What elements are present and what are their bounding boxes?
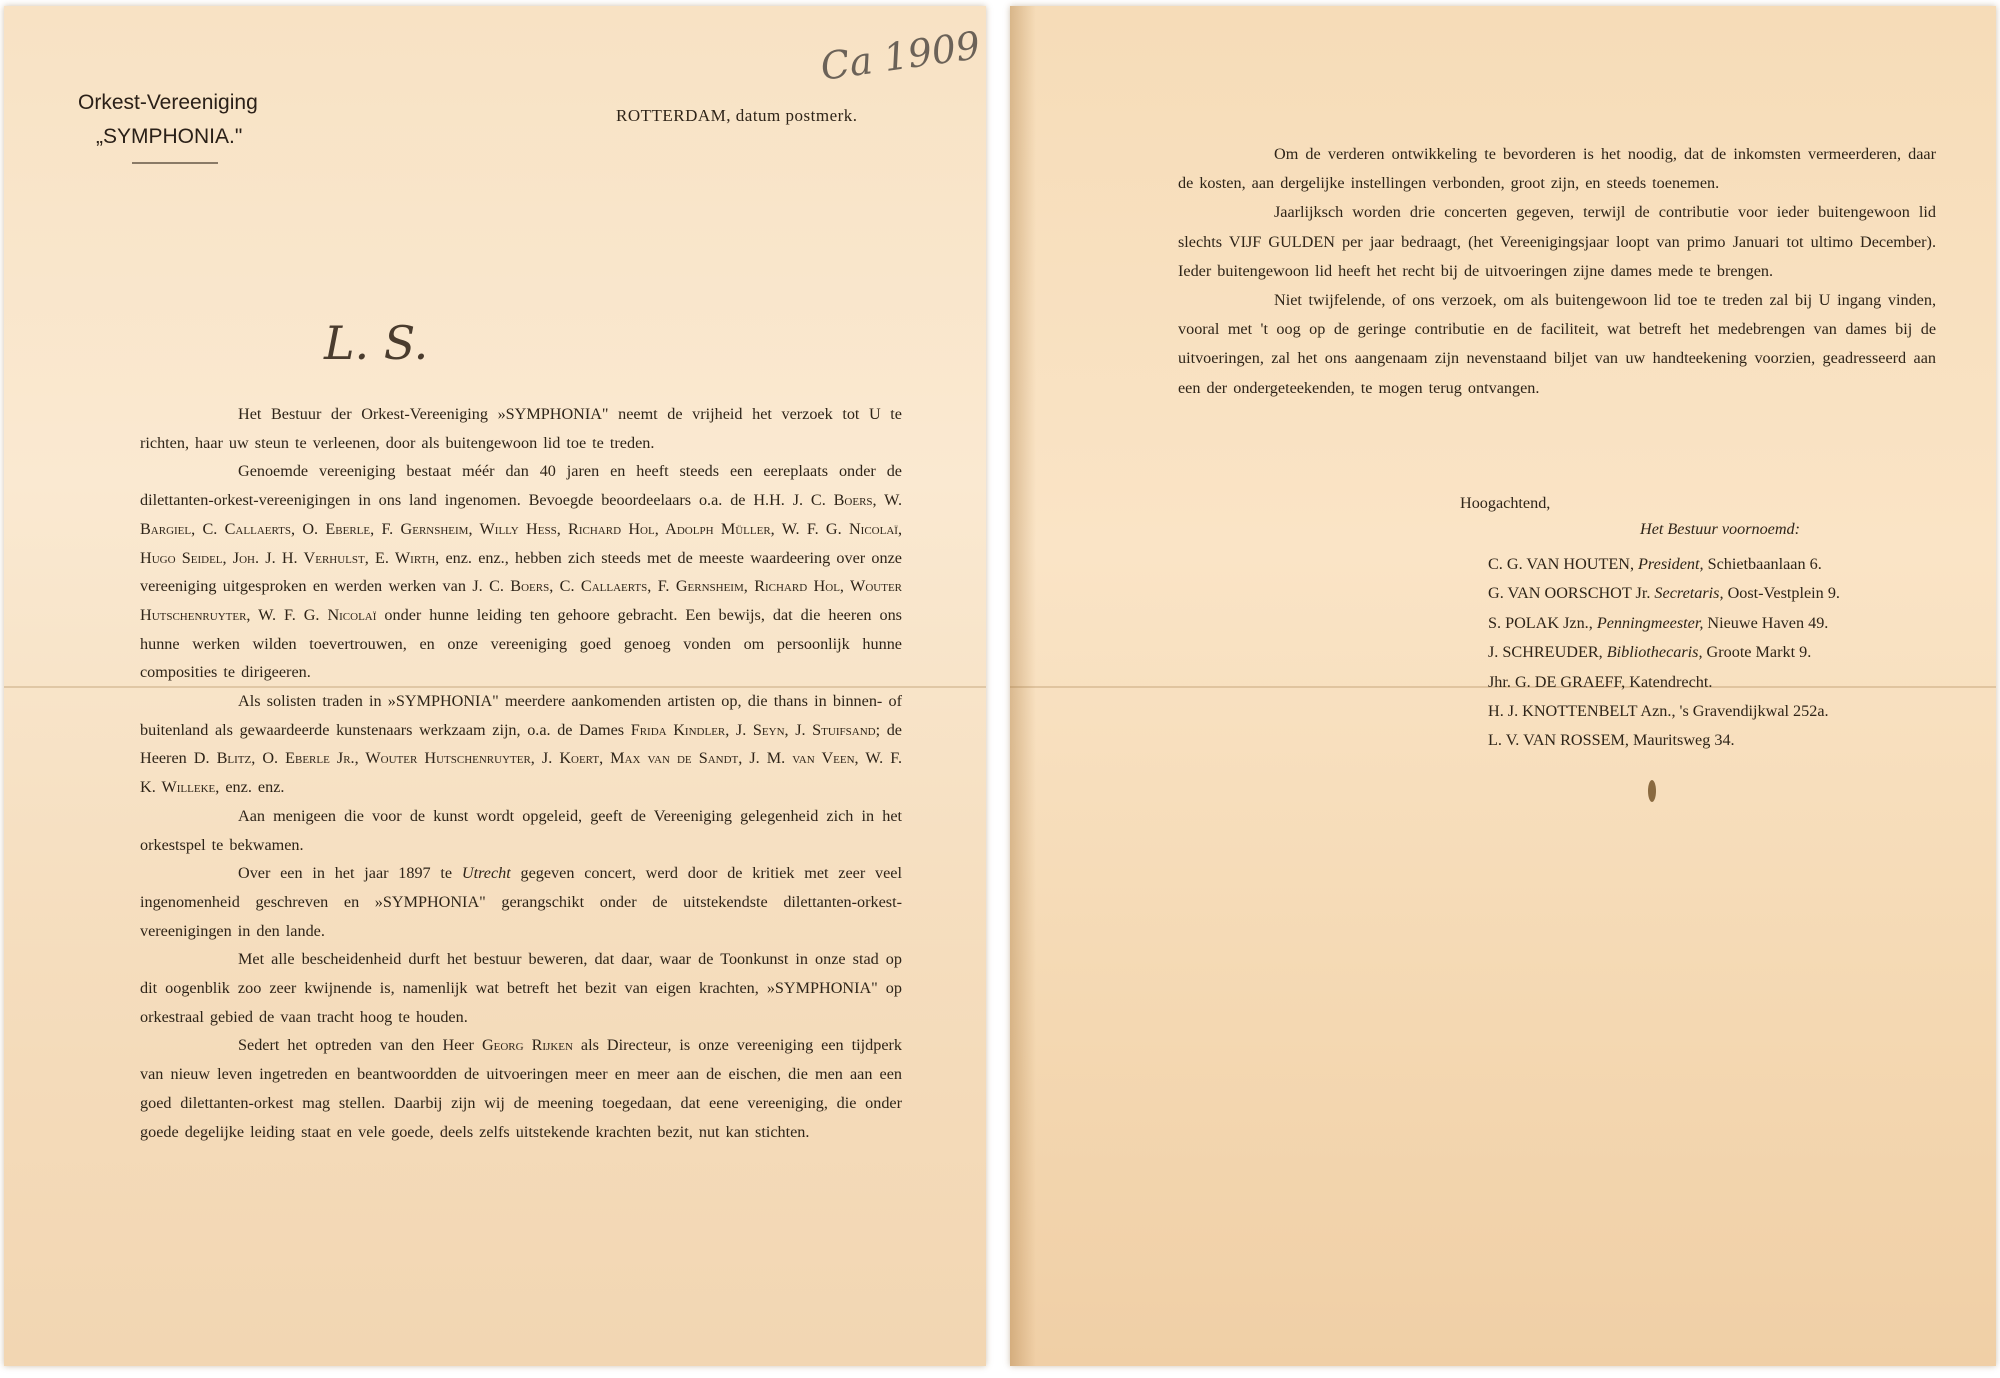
paragraph-9: Jaarlijksch worden drie concerten gegeven, terwijl de contributie voor ieder buitengewoon lid slechts VIJF GULDEN per jaar bedraagt, (het Vereenigingsjaar loopt van primo Januari tot ultimo December). Ieder buitengewoon lid heeft het recht bij de uitvoeringen zijne dames mede te brengen. [1178,203,1936,280]
letter-body [140,400,902,1146]
board-member [1488,638,1840,667]
org-line-1: Orkest-Vereeniging [78,91,258,114]
p7-text-b: als Directeur, is onze vereeniging een tijdperk van nieuw leven ingetreden en beantwoordden de uitvoeringen meer en meer aan de eischen, die men aan een goed dilettanten-orkest mag stellen. Daarbij zijn wij de meening toegedaan, dat eene vereeniging, die onder goede degelijke leiding staat en vele goede, deels zelfs uitstekende krachten bezit, nut kan stichten. [140,1036,902,1141]
p7-text-a: Sedert het optreden van den Heer [238,1036,482,1055]
member-role: Secretaris, [1654,584,1724,603]
ink-stain [1648,780,1656,802]
letter-page-left [4,6,986,1366]
p2-names-2: J. C. Boers, C. Callaerts, F. Gernsheim, Richard Hol, Wouter Hutschenruyter, W. F. G. Nicolaï [140,577,902,624]
member-name: L. V. VAN ROSSEM, [1488,731,1629,750]
member-role: President, [1638,555,1704,573]
board-member [1488,668,1840,697]
member-name: Jhr. G. DE GRAEFF, [1488,672,1626,691]
paragraph-5 [140,859,902,945]
paragraph-8: Om de verderen ontwikkeling te bevorderen is het noodig, dat de inkomsten vermeerderen, daar de kosten, aan dergelijke instellingen verbonden, groot zijn, en steeds toenemen. [1178,145,1936,193]
p2-text-b: enz. enz., hebben zich steeds met de meeste waardeering over onze vereeniging uitgesproken en werden werken van [140,548,902,596]
member-name: C. G. VAN HOUTEN, [1488,555,1634,573]
paragraph-6: Met alle bescheidenheid durft het bestuur beweren, dat daar, waar de Toonkunst in onze stad op dit oogenblik zoo zeer kwijnende is, namenlijk wat betreft het bezit van eigen krachten, »SYMPHONIA" op orkestraal gebied de vaan tracht hoog te houden. [140,950,902,1026]
p2-text-c: onder hunne leiding ten gehoore gebracht. Een bewijs, dat die heeren ons hunne werken wilden toevertrouwen, en onze vereeniging goed genoeg vonden om persoonlijk hunne composities te dirigeeren. [140,605,902,682]
p7-name: Georg Rijken [481,1036,573,1055]
board-member [1488,550,1840,579]
salutation: L. S. [324,316,429,370]
paragraph-10: Niet twijfelende, of ons verzoek, om als buitengewoon lid toe te treden zal bij U ingang vinden, vooral met 't oog op de geringe contributie en de faciliteit, wat betreft het medebrengen van dames bij de uitvoeringen, zal het ons aangenaam zijn nevenstaand biljet van uw handteekening voorzien, geadresseerd aan een der ondergeteekenden, te mogen terug ontvangen. [1178,291,1936,397]
p2-text-a: Genoemde vereeniging bestaat méér dan 40 jaren en heeft steeds een eereplaats onder de dilettanten-orkest-vereenigingen in ons land ingenomen. Bevoegde beoordeelaars o.a. de H.H. [140,462,902,510]
org-underline [132,162,218,164]
member-address: Nieuwe Haven 49. [1707,613,1829,632]
board-member [1488,609,1840,638]
member-name: G. VAN OORSCHOT Jr. [1488,584,1651,603]
board-member [1488,697,1840,726]
p3-text-c: enz. enz. [219,778,285,797]
p5-text-a: Over een in het jaar 1897 te [238,864,462,883]
handwritten-note: Ca 1909 [817,23,983,89]
board-heading: Het Bestuur voornoemd: [1640,520,1801,538]
member-name: S. POLAK Jzn., [1488,613,1593,632]
p3-names-2: D. Blitz, O. Eberle Jr., Wouter Hutschenruyter, J. Koert, Max van de Sandt, J. M. van Veen, W. F. K. Willeke, [140,749,903,797]
paragraph-4: Aan menigeen die voor de kunst wordt opgeleid, geeft de Vereeniging gelegenheid zich in het orkestspel te bekwamen. [140,806,902,854]
p5-city: Utrecht [461,864,511,883]
member-address: Oost-Vestplein 9. [1727,584,1840,603]
board-member [1488,579,1840,608]
p3-text-b: de Heeren [140,720,902,768]
member-address: Groote Markt 9. [1706,643,1812,662]
p3-names: Frida Kindler, J. Seyn, J. Stuifsand; [630,720,881,739]
member-role: Bibliothecaris, [1606,643,1703,662]
member-name: J. SCHREUDER, [1488,643,1603,662]
letter-body-continued [1178,140,1936,403]
paragraph-7 [140,1031,902,1146]
p3-text-a: Als solisten traden in »SYMPHONIA" meerdere aankomenden artisten op, die thans in binnen- of buitenland als gewaardeerde kunstenaars werkzaam zijn, o.a. de Dames [140,692,902,739]
org-line-2: „SYMPHONIA." [96,125,243,148]
closing: Hoogachtend, [1460,494,1551,512]
member-address: Schietbaanlaan 6. [1707,555,1822,573]
organization-name [78,86,258,154]
p2-names: J. C. Boers, W. Bargiel, C. Callaerts, O. Eberle, F. Gernsheim, Willy Hess, Richard Hol, Adolph Müller, W. F. G. Nicolaï, Hugo Seidel, Joh. J. H. Verhulst, E. Wirth, [140,491,902,567]
board-members [1488,550,1840,756]
paragraph-3 [140,687,902,802]
p5-text-b: gegeven concert, werd door de kritiek met zeer veel ingenomenheid geschreven en »SYMPHONIA" gerangschikt onder de uitstekendste dilettanten-orkest-vereenigingen in den lande. [140,864,902,940]
paragraph-1: Het Bestuur der Orkest-Vereeniging »SYMPHONIA" neemt de vrijheid het verzoek tot U te richten, haar uw steun te verleenen, door als buitengewoon lid toe te treden. [140,405,902,452]
member-name: H. J. KNOTTENBELT Azn., [1488,702,1676,721]
letter-page-right [1010,6,1996,1366]
member-role: Penningmeester, [1596,613,1704,632]
place-date: ROTTERDAM, datum postmerk. [616,106,858,125]
paragraph-2 [140,457,902,687]
board-member [1488,726,1840,755]
member-address: Katendrecht. [1629,672,1713,691]
member-address: 's Gravendijkwal 252a. [1679,702,1829,721]
member-address: Mauritsweg 34. [1633,731,1735,750]
